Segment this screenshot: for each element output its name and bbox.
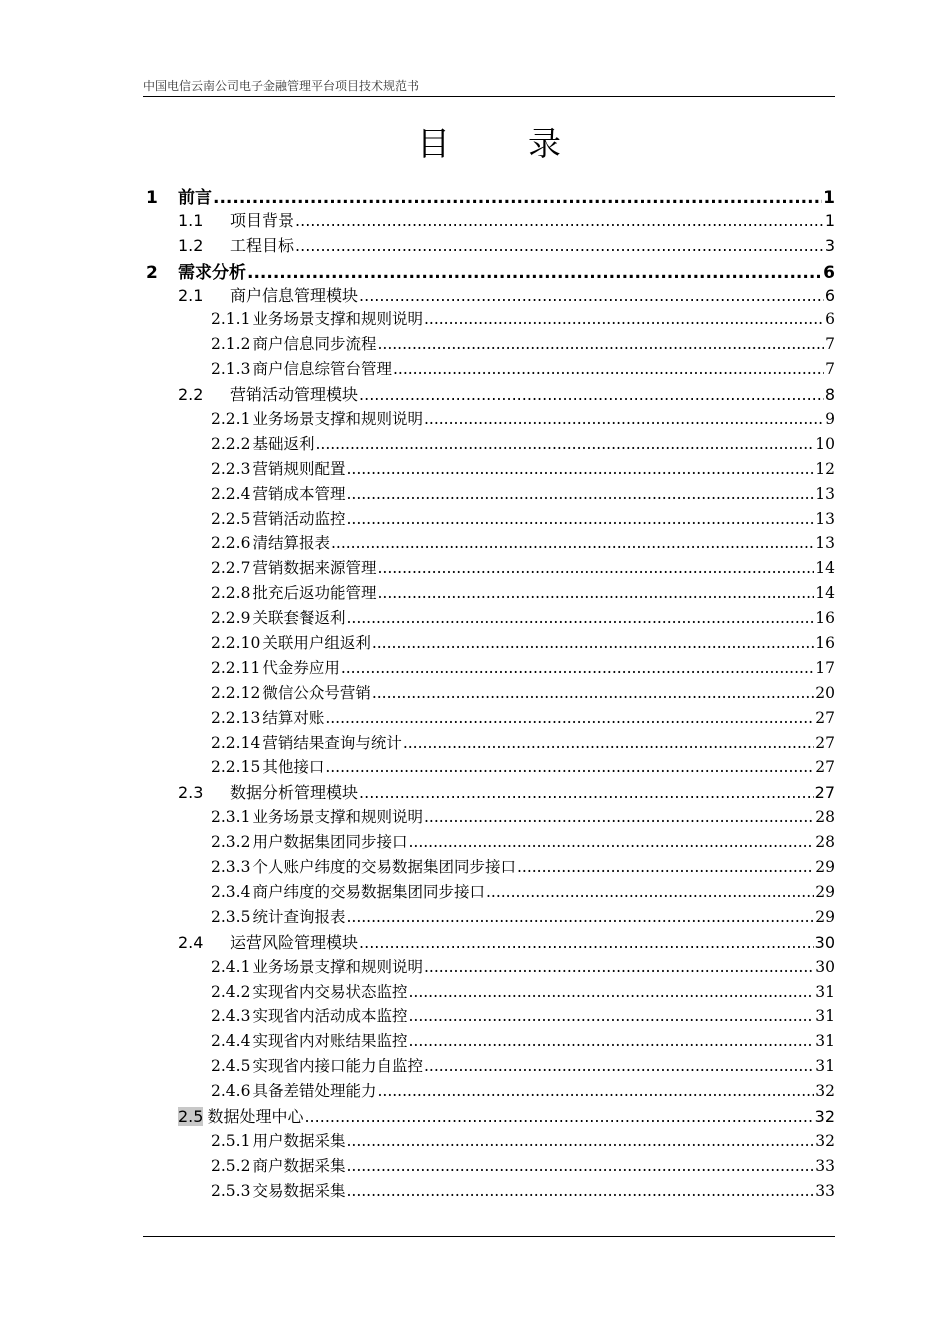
toc-entry-title: 实现省内活动成本监控 (252, 1007, 408, 1026)
toc-entry-number: 1 (146, 188, 158, 208)
toc-entry-number: 2.2.9 (211, 609, 251, 628)
toc-entry-label (211, 432, 314, 454)
toc-entry-title: 数据分析管理模块 (230, 783, 359, 803)
toc-leader-dots (408, 833, 814, 851)
toc-leader-dots (295, 236, 824, 255)
toc-leader-dots (377, 559, 814, 577)
toc-leader-dots (359, 286, 824, 305)
toc-entry[interactable] (143, 830, 835, 855)
toc-entry-number: 2.2.7 (211, 559, 251, 578)
toc-entry-label (211, 1129, 345, 1151)
toc-entry-page: 28 (815, 808, 835, 827)
toc-entry-number: 2.4.5 (211, 1057, 251, 1076)
toc-entry-page: 28 (815, 833, 835, 852)
toc-entry[interactable] (143, 780, 835, 805)
toc-entry-number: 2.3 (178, 783, 204, 803)
toc-leader-dots (295, 211, 824, 230)
toc-entry[interactable] (143, 307, 835, 332)
toc-entry-page: 10 (815, 434, 835, 453)
toc-entry[interactable] (143, 581, 835, 606)
toc-entry-title: 结算对账 (262, 708, 325, 727)
toc-entry-number: 2.3.3 (211, 858, 251, 877)
toc-entry-title: 营销数据来源管理 (252, 559, 377, 578)
toc-entry[interactable] (143, 1079, 835, 1104)
toc-entry-title: 实现省内对账结果监控 (252, 1032, 408, 1051)
toc-entry-number: 1.1 (178, 210, 204, 230)
toc-leader-dots (408, 1032, 814, 1050)
toc-entry-label (211, 1054, 423, 1076)
toc-entry-label (211, 332, 376, 354)
toc-entry-label (211, 631, 371, 653)
toc-entry-page: 33 (815, 1156, 835, 1175)
toc-entry-number: 2.2.2 (211, 434, 251, 453)
toc-entry-label (211, 581, 376, 603)
toc-entry-title: 运营风险管理模块 (230, 932, 359, 952)
toc-leader-dots (325, 758, 814, 776)
toc-entry-title: 具备差错处理能力 (252, 1082, 377, 1101)
toc-entry-title: 商户信息同步流程 (252, 335, 377, 354)
toc-entry-title: 实现省内接口能力自监控 (252, 1057, 423, 1076)
toc-entry[interactable] (143, 432, 835, 457)
toc-entry[interactable] (143, 1179, 835, 1204)
toc-leader-dots (346, 510, 814, 528)
toc-entry[interactable] (143, 1104, 835, 1129)
toc-entry-page: 16 (815, 609, 835, 628)
toc-entry-label (211, 731, 402, 753)
toc-entry-label (211, 507, 345, 529)
toc-entry[interactable] (143, 382, 835, 407)
toc-entry-title: 统计查询报表 (252, 907, 346, 926)
toc-entry-title: 用户数据采集 (252, 1131, 346, 1150)
toc-leader-dots (377, 1082, 814, 1100)
toc-entry-page: 6 (824, 285, 835, 305)
toc-entry-title: 交易数据采集 (252, 1181, 346, 1200)
toc-leader-dots (325, 709, 814, 727)
toc-entry-title: 其他接口 (262, 758, 325, 777)
toc-entry-title: 业务场景支撑和规则说明 (252, 310, 423, 329)
toc-entry-title: 商户纬度的交易数据集团同步接口 (252, 882, 485, 901)
toc-leader-dots (346, 609, 814, 627)
toc-entry-title: 营销结果查询与统计 (262, 733, 402, 752)
toc-entry-label (211, 880, 485, 902)
toc-entry-page: 1 (824, 210, 835, 230)
toc-entry[interactable] (143, 1154, 835, 1179)
toc-entry[interactable] (143, 1054, 835, 1079)
toc-entry[interactable] (143, 855, 835, 880)
toc-entry-number: 2 (146, 262, 158, 283)
toc-entry-title: 需求分析 (178, 262, 246, 283)
toc-entry-title: 实现省内交易状态监控 (252, 982, 408, 1001)
toc-entry-page: 31 (815, 1032, 835, 1051)
toc-entry-title: 项目背景 (230, 210, 295, 230)
toc-entry-title: 业务场景支撑和规则说明 (252, 410, 423, 429)
toc-entry-page: 17 (815, 658, 835, 677)
toc-entry-title: 用户数据集团同步接口 (252, 833, 408, 852)
toc-entry-number: 2.3.5 (211, 907, 251, 926)
toc-entry[interactable] (143, 631, 835, 656)
toc-entry-page: 29 (815, 882, 835, 901)
toc-entry-number: 2.2.11 (211, 658, 261, 677)
toc-entry-page: 7 (825, 360, 835, 379)
toc-entry-page: 6 (823, 262, 835, 283)
toc-entry-label (178, 930, 358, 953)
toc-leader-dots (331, 534, 814, 552)
toc-entry-label (178, 233, 294, 256)
toc-entry-number: 2.3.1 (211, 808, 251, 827)
toc-entry-title: 关联套餐返利 (252, 609, 346, 628)
toc-entry-page: 33 (815, 1181, 835, 1200)
toc-entry-title: 营销活动管理模块 (230, 385, 359, 405)
toc-entry-title: 商户信息管理模块 (230, 285, 359, 305)
toc-leader-dots (213, 188, 822, 208)
toc-entry-label (211, 531, 330, 553)
toc-entry-number: 2.2.14 (211, 733, 261, 752)
toc-entry-page: 8 (824, 385, 835, 405)
toc-entry[interactable] (143, 930, 835, 955)
toc-leader-dots (359, 385, 824, 404)
toc-entry-number: 2.2.8 (211, 584, 251, 603)
toc-entry-page: 29 (815, 907, 835, 926)
toc-entry-page: 32 (815, 1082, 835, 1101)
toc-entry[interactable] (143, 656, 835, 681)
toc-entry-page: 9 (825, 410, 835, 429)
toc-leader-dots (372, 684, 814, 702)
toc-entry-label (211, 830, 407, 852)
toc-leader-dots (393, 360, 824, 378)
toc-leader-dots (247, 263, 822, 283)
toc-leader-dots (424, 958, 814, 976)
toc-entry-title: 营销规则配置 (252, 459, 346, 478)
toc-entry-number: 2.2 (178, 385, 204, 405)
toc-leader-dots (346, 485, 814, 503)
toc-leader-dots (517, 858, 814, 876)
toc-entry-label (211, 706, 324, 728)
toc-entry[interactable] (143, 1129, 835, 1154)
toc-entry-label (211, 905, 345, 927)
toc-leader-dots (359, 933, 814, 952)
toc-entry-page: 3 (824, 235, 835, 255)
toc-entry[interactable] (143, 332, 835, 357)
toc-entry-number: 2.2.4 (211, 484, 251, 503)
toc-entry[interactable] (143, 980, 835, 1005)
toc-entry-number: 2.4.3 (211, 1007, 251, 1026)
toc-entry-number: 2.3.2 (211, 833, 251, 852)
toc-entry-number: 2.2.3 (211, 459, 251, 478)
toc-entry[interactable] (143, 357, 835, 382)
toc-entry-number: 2.2.15 (211, 758, 261, 777)
toc-entry-number: 1.2 (178, 235, 204, 255)
toc-entry-page: 13 (815, 509, 835, 528)
toc-entry-page: 27 (814, 783, 835, 803)
toc-leader-dots (346, 1157, 814, 1175)
toc-entry-label (211, 307, 423, 329)
footer-divider (143, 1236, 835, 1237)
toc-entry-page: 7 (825, 335, 835, 354)
toc-entry[interactable] (143, 955, 835, 980)
toc-entry-label (211, 656, 340, 678)
toc-entry-label (146, 258, 246, 283)
toc-entry-title: 个人账户纬度的交易数据集团同步接口 (252, 858, 516, 877)
toc-entry-page: 29 (815, 858, 835, 877)
toc-entry-title: 数据处理中心 (207, 1106, 304, 1126)
toc-entry-label (211, 805, 423, 827)
toc-entry[interactable] (143, 531, 835, 556)
toc-entry-number: 2.1.3 (211, 360, 251, 379)
toc-entry-page: 27 (815, 758, 835, 777)
toc-entry-number: 2.4.2 (211, 982, 251, 1001)
toc-entry[interactable] (143, 283, 835, 308)
toc-entry-page: 1 (823, 188, 835, 208)
toc-entry-number: 2.4 (178, 932, 204, 952)
toc-leader-dots (424, 808, 814, 826)
toc-entry-number: 2.2.6 (211, 534, 251, 553)
toc-entry[interactable] (143, 1029, 835, 1054)
toc-leader-dots (377, 584, 814, 602)
toc-entry-label (211, 606, 345, 628)
toc-entry-label (211, 1029, 407, 1051)
toc-entry-title: 商户数据采集 (252, 1156, 346, 1175)
toc-entry-label (211, 855, 516, 877)
toc-entry-number: 2.5.1 (211, 1131, 251, 1150)
toc-entry[interactable] (143, 805, 835, 830)
toc-leader-dots (315, 435, 814, 453)
toc-entry-page: 13 (815, 534, 835, 553)
toc-entry-label (178, 780, 358, 803)
toc-entry-title: 前言 (178, 188, 212, 208)
toc-entry-label (178, 382, 358, 405)
toc-entry-title: 关联用户组返利 (262, 634, 371, 653)
toc-entry-label (211, 681, 371, 703)
toc-leader-dots (403, 734, 814, 752)
toc-leader-dots (346, 1182, 814, 1200)
toc-entry-number: 2.4.6 (211, 1082, 251, 1101)
toc-entry[interactable] (143, 482, 835, 507)
toc-entry-number: 2.5.2 (211, 1156, 251, 1175)
toc-entry[interactable] (143, 407, 835, 432)
toc-entry-page: 14 (815, 584, 835, 603)
toc-leader-dots (424, 310, 824, 328)
toc-leader-dots (372, 634, 814, 652)
toc-entry-title: 业务场景支撑和规则说明 (252, 957, 423, 976)
toc-entry[interactable] (143, 1004, 835, 1029)
toc-entry-number: 2.1 (178, 285, 204, 305)
toc-entry-page: 27 (815, 708, 835, 727)
toc-entry[interactable] (143, 905, 835, 930)
toc-entry-title: 营销活动监控 (252, 509, 346, 528)
toc-entry-page: 32 (815, 1131, 835, 1150)
toc-entry-number: 2.4.1 (211, 957, 251, 976)
toc-entry-label (211, 1004, 407, 1026)
toc-entry-page: 31 (815, 1007, 835, 1026)
toc-leader-dots (346, 908, 814, 926)
toc-entry-page: 30 (815, 957, 835, 976)
toc-entry[interactable] (143, 457, 835, 482)
toc-entry-label (211, 357, 392, 379)
toc-entry-page: 30 (814, 932, 835, 952)
toc-entry-title: 工程目标 (230, 235, 295, 255)
toc-entry[interactable] (143, 880, 835, 905)
toc-entry[interactable] (143, 183, 835, 208)
toc-entry-number: 2.5.3 (211, 1181, 251, 1200)
toc-leader-dots (408, 983, 814, 1001)
toc-entry-number: 2.4.4 (211, 1032, 251, 1051)
toc-leader-dots (486, 883, 814, 901)
toc-entry-number: 2.1.1 (211, 310, 251, 329)
toc-entry-number: 2.3.4 (211, 882, 251, 901)
toc-leader-dots (304, 1107, 813, 1126)
toc-title: 目录 (417, 124, 639, 163)
toc-entry-page: 31 (815, 1057, 835, 1076)
toc-entry-number: 2.2.13 (211, 708, 261, 727)
toc-entry[interactable] (143, 556, 835, 581)
toc-entry-title: 营销成本管理 (252, 484, 346, 503)
toc-entry-number: 2.2.12 (211, 683, 261, 702)
toc-entry-page: 27 (815, 733, 835, 752)
toc-leader-dots (359, 783, 814, 802)
toc-entry-label (211, 1179, 345, 1201)
toc-leader-dots (408, 1007, 814, 1025)
toc-leader-dots (346, 1132, 814, 1150)
toc-entry-title: 商户信息综管台管理 (252, 360, 392, 379)
toc-entry-title: 业务场景支撑和规则说明 (252, 808, 423, 827)
toc-entry-page: 12 (815, 459, 835, 478)
toc-leader-dots (424, 1057, 814, 1075)
toc-entry-number: 2.2.1 (211, 410, 251, 429)
toc-entry-number: 2.1.2 (211, 335, 251, 354)
toc-entry-label (211, 407, 423, 429)
toc-entry-page: 6 (825, 310, 835, 329)
toc-entry-label (211, 980, 407, 1002)
toc-entry-label (178, 208, 294, 231)
toc-entry-number: 2.2.5 (211, 509, 251, 528)
toc-entry-label (146, 183, 212, 208)
page-header: 中国电信云南公司电子金融管理平台项目技术规范书 (143, 79, 420, 93)
toc-leader-dots (424, 410, 824, 428)
toc-entry-label (211, 955, 423, 977)
toc-entry-page: 31 (815, 982, 835, 1001)
toc-leader-dots (341, 659, 814, 677)
toc-entry-page: 13 (815, 484, 835, 503)
toc-entry[interactable] (143, 507, 835, 532)
toc-entry-number: 2.2.10 (211, 634, 261, 653)
toc-entry-title: 微信公众号营销 (262, 683, 371, 702)
toc-leader-dots (377, 335, 824, 353)
toc-entry[interactable] (143, 755, 835, 780)
toc-entry-page: 16 (815, 634, 835, 653)
toc-entry-label (211, 1154, 345, 1176)
toc-entry-title: 代金券应用 (262, 658, 340, 677)
toc-entry-label (211, 755, 324, 777)
toc-entry[interactable] (143, 258, 835, 283)
toc-entry-label (178, 283, 358, 306)
toc-entry[interactable] (143, 706, 835, 731)
table-of-contents (143, 183, 835, 1204)
toc-entry-page: 14 (815, 559, 835, 578)
toc-entry-page: 20 (815, 683, 835, 702)
toc-entry-label (211, 556, 376, 578)
toc-entry[interactable] (143, 233, 835, 258)
toc-entry[interactable] (143, 208, 835, 233)
toc-entry-page: 32 (814, 1106, 835, 1126)
toc-entry-label (211, 457, 345, 479)
toc-entry-title: 基础返利 (252, 434, 315, 453)
toc-entry-title: 清结算报表 (252, 534, 330, 553)
toc-entry[interactable] (143, 606, 835, 631)
toc-entry-label (211, 1079, 376, 1101)
toc-entry-label (178, 1104, 303, 1127)
header-divider (143, 96, 835, 97)
toc-entry-label (211, 482, 345, 504)
toc-entry[interactable] (143, 681, 835, 706)
toc-entry-number: 2.5 (178, 1106, 204, 1126)
toc-entry[interactable] (143, 731, 835, 756)
toc-leader-dots (346, 460, 814, 478)
toc-entry-title: 批充后返功能管理 (252, 584, 377, 603)
